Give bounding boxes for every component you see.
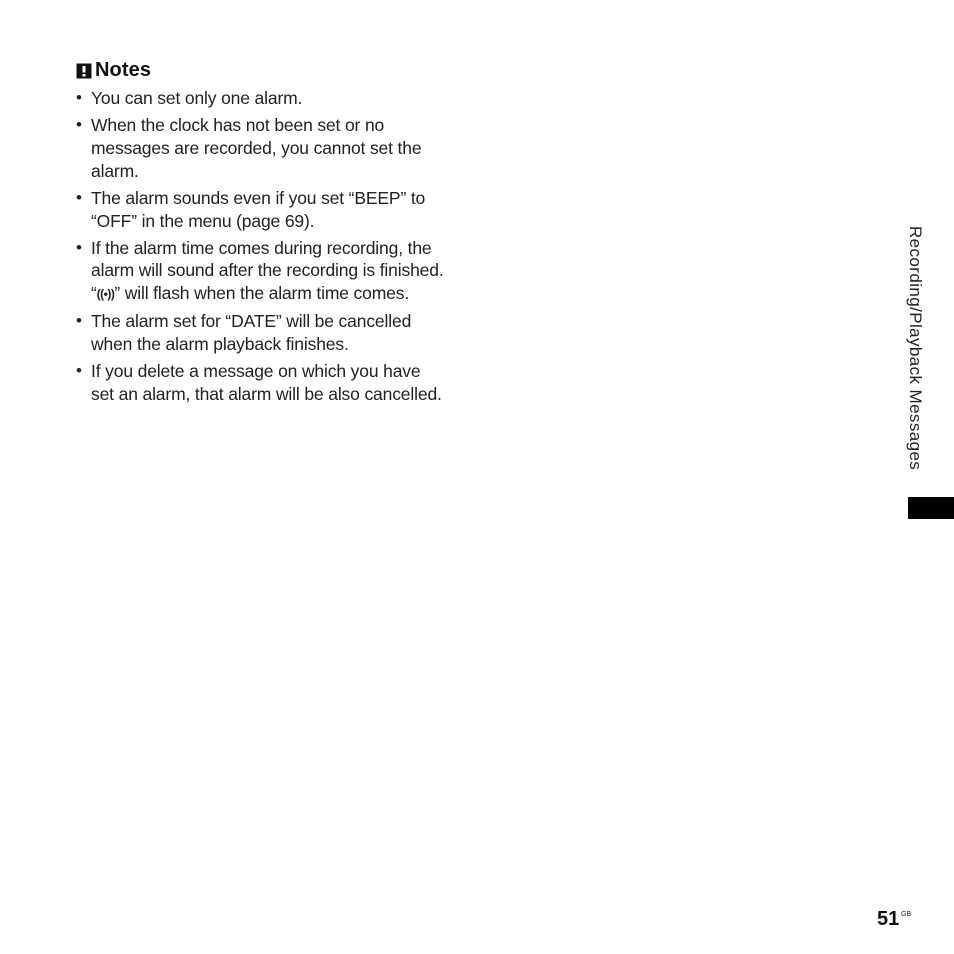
note-text: When the clock has not been set or no messages are recorded, you cannot set the alarm.: [91, 115, 422, 181]
bullet-icon: •: [76, 311, 82, 331]
note-item: [76, 187, 446, 233]
note-item: [76, 310, 446, 356]
note-text-after: ” will flash when the alarm time comes.: [114, 283, 410, 304]
note-item: [76, 114, 446, 182]
bullet-icon: •: [76, 88, 82, 107]
notes-section: [76, 57, 446, 410]
note-item: [76, 237, 446, 306]
bullet-icon: •: [76, 187, 82, 207]
bullet-icon: •: [76, 115, 82, 135]
note-item: [76, 87, 446, 110]
note-item: [76, 360, 446, 406]
section-tab-marker: [908, 497, 954, 519]
note-text: If you delete a message on which you have set an alarm, that alarm will be also cancelled.: [91, 361, 442, 405]
page-number: 51: [877, 908, 900, 930]
notes-heading: [76, 57, 446, 83]
note-text: The alarm set for “DATE” will be cancelled when the alarm playback finishes.: [91, 311, 412, 355]
note-text: The alarm sounds even if you set “BEEP” to “OFF” in the menu (page 69).: [91, 187, 426, 231]
caution-note-icon: [76, 63, 92, 79]
bullet-icon: •: [76, 361, 82, 381]
note-text: You can set only one alarm.: [91, 88, 303, 108]
alarm-indicator-icon: ((•)): [96, 287, 115, 302]
bullet-icon: •: [76, 237, 82, 257]
section-side-title: Recording/Playback Messages: [906, 226, 925, 471]
note-text-before: If the alarm time comes during recording, the alarm will sound after the recording is finished. “: [91, 237, 444, 304]
notes-list: [76, 87, 446, 406]
page-region-code: GB: [901, 911, 912, 918]
notes-title: Notes: [95, 58, 152, 81]
